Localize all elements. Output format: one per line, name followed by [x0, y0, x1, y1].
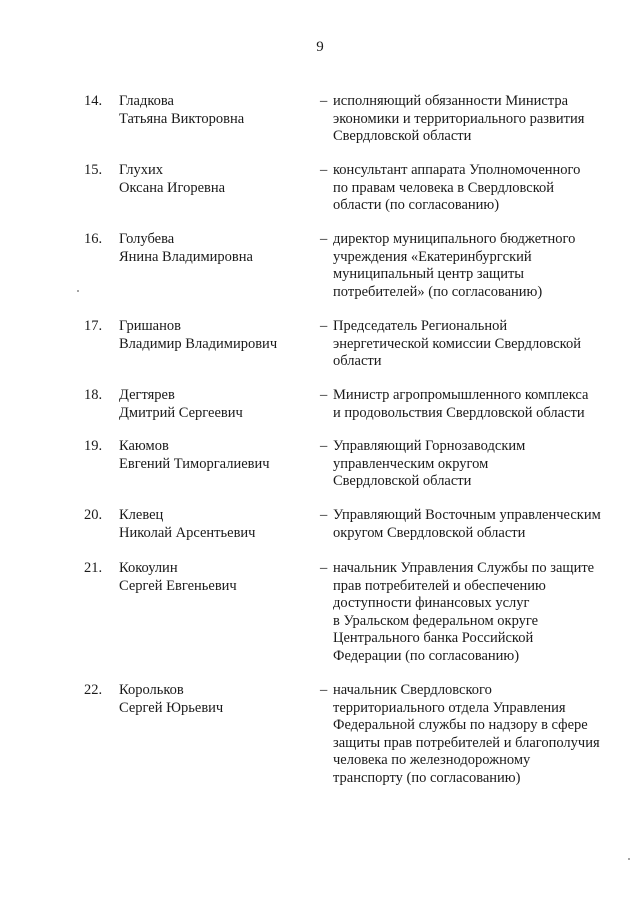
- dash: –: [320, 507, 328, 523]
- position-text: [333, 560, 618, 666]
- item-number: 17.: [84, 318, 103, 334]
- person-name: [119, 507, 314, 542]
- dash: –: [320, 387, 328, 403]
- surname: Гришанов: [119, 318, 181, 334]
- dash: –: [320, 93, 328, 109]
- position-line: в Уральском федеральном округе: [333, 612, 539, 629]
- position-text: [333, 507, 618, 542]
- position-line: области (по согласованию): [333, 197, 500, 214]
- position-text: [333, 231, 618, 301]
- position-line: начальник Управления Службы по защите: [333, 560, 595, 576]
- surname: Корольков: [119, 682, 184, 698]
- dash: –: [320, 438, 328, 454]
- dash: –: [320, 318, 328, 334]
- position-line: экономики и территориального развития: [333, 110, 585, 127]
- position-line: муниципальный центр защиты: [333, 266, 525, 283]
- item-number: 15.: [84, 162, 103, 178]
- position-text: [333, 438, 618, 491]
- scan-speck: [77, 290, 79, 292]
- position-text: [333, 318, 618, 371]
- dash: –: [320, 560, 328, 576]
- position-line: директор муниципального бюджетного: [333, 231, 576, 247]
- position-line: прав потребителей и обеспечению: [333, 577, 546, 594]
- position-line: области: [333, 353, 382, 370]
- position-line: человека по железнодорожному: [333, 752, 531, 769]
- position-line: Федерации (по согласованию): [333, 647, 520, 664]
- position-line: начальник Свердловского: [333, 682, 492, 698]
- position-line: энергетической комиссии Свердловской: [333, 335, 581, 352]
- position-line: Федеральной службы по надзору в сфере: [333, 717, 588, 734]
- person-name: [119, 162, 314, 197]
- surname: Дегтярев: [119, 387, 175, 403]
- item-number: 16.: [84, 231, 103, 247]
- item-number: 19.: [84, 438, 103, 454]
- given-names: Татьяна Викторовна: [119, 110, 245, 127]
- position-line: территориального отдела Управления: [333, 699, 566, 716]
- person-name: [119, 438, 314, 473]
- surname: Голубева: [119, 231, 175, 247]
- item-number: 18.: [84, 387, 103, 403]
- item-number: 20.: [84, 507, 103, 523]
- position-line: Свердловской области: [333, 128, 472, 145]
- position-line: Управляющий Восточным управленческим: [333, 507, 601, 523]
- person-name: [119, 387, 314, 422]
- position-line: по правам человека в Свердловской: [333, 179, 555, 196]
- person-name: [119, 231, 314, 266]
- scan-speck: [628, 858, 630, 860]
- given-names: Владимир Владимирович: [119, 335, 278, 352]
- position-line: и продовольствия Свердловской области: [333, 404, 585, 421]
- position-line: защиты прав потребителей и благополучия: [333, 734, 600, 751]
- given-names: Евгений Тиморгалиевич: [119, 455, 270, 472]
- position-line: Председатель Региональной: [333, 318, 508, 334]
- position-text: [333, 682, 618, 788]
- person-name: [119, 93, 314, 128]
- position-line: консультант аппарата Уполномоченного: [333, 162, 581, 178]
- position-line: Министр агропромышленного комплекса: [333, 387, 589, 403]
- position-text: [333, 387, 618, 422]
- given-names: Дмитрий Сергеевич: [119, 404, 243, 421]
- position-text: [333, 162, 618, 215]
- person-name: [119, 318, 314, 353]
- position-line: Центрального банка Российской: [333, 630, 534, 647]
- person-name: [119, 560, 314, 595]
- item-number: 22.: [84, 682, 103, 698]
- position-line: доступности финансовых услуг: [333, 595, 530, 612]
- position-text: [333, 93, 618, 146]
- surname: Глухих: [119, 162, 164, 178]
- given-names: Янина Владимировна: [119, 248, 253, 265]
- surname: Кокоулин: [119, 560, 178, 576]
- position-line: транспорту (по согласованию): [333, 769, 521, 786]
- position-line: учреждения «Екатеринбургский: [333, 248, 532, 265]
- person-name: [119, 682, 314, 717]
- page-number: 9: [316, 39, 324, 55]
- item-number: 21.: [84, 560, 103, 576]
- position-line: управленческим округом: [333, 455, 489, 472]
- dash: –: [320, 231, 328, 247]
- position-line: округом Свердловской области: [333, 524, 526, 541]
- surname: Клевец: [119, 507, 164, 523]
- position-line: Управляющий Горнозаводским: [333, 438, 526, 454]
- dash: –: [320, 162, 328, 178]
- position-line: Свердловской области: [333, 473, 472, 490]
- item-number: 14.: [84, 93, 103, 109]
- given-names: Николай Арсентьевич: [119, 524, 256, 541]
- given-names: Оксана Игоревна: [119, 179, 226, 196]
- position-line: потребителей» (по согласованию): [333, 283, 543, 300]
- given-names: Сергей Юрьевич: [119, 699, 224, 716]
- position-line: исполняющий обязанности Министра: [333, 93, 569, 109]
- given-names: Сергей Евгеньевич: [119, 577, 237, 594]
- surname: Каюмов: [119, 438, 169, 454]
- surname: Гладкова: [119, 93, 174, 109]
- dash: –: [320, 682, 328, 698]
